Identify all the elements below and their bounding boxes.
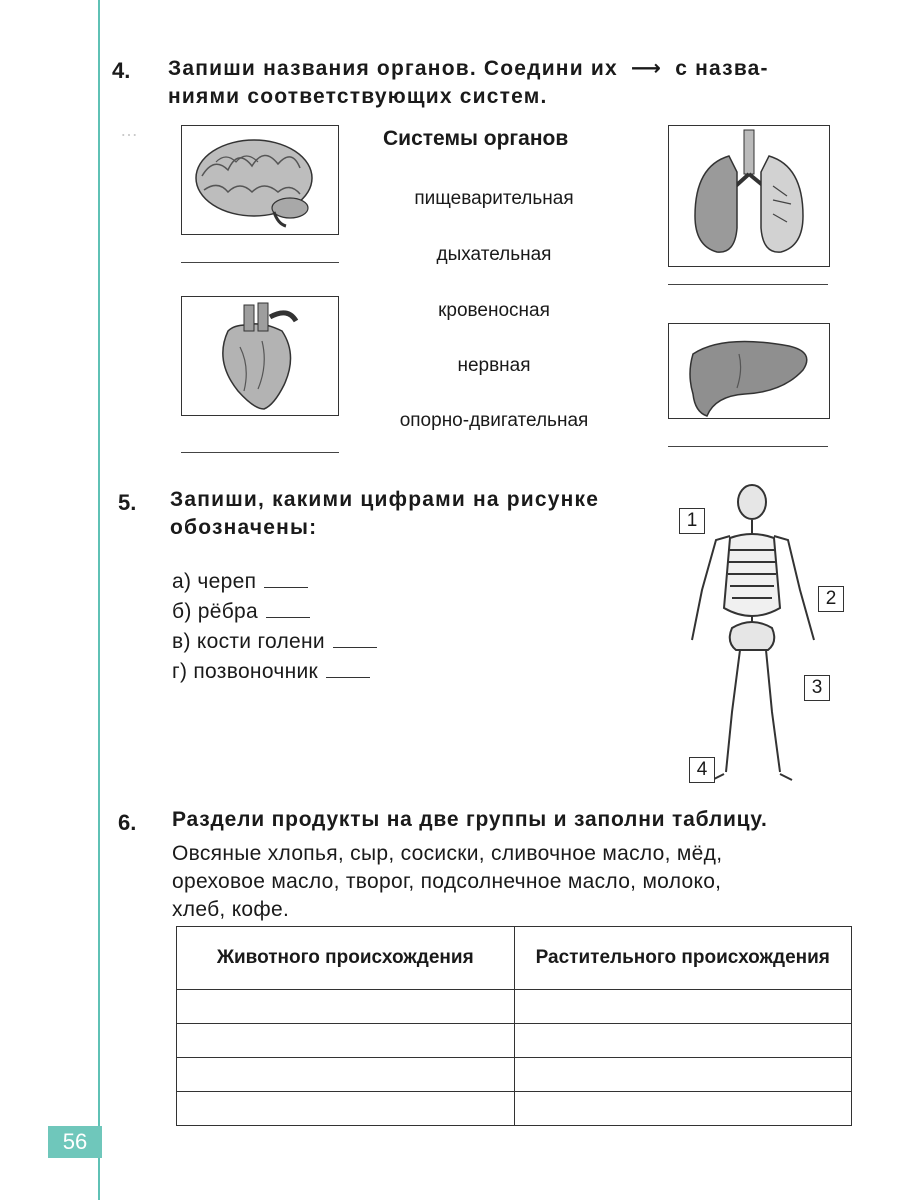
bleed-through-text: … — [120, 120, 138, 140]
margin-line — [98, 0, 100, 1200]
animal-cell[interactable] — [177, 1058, 515, 1092]
task4-number: 4. — [112, 58, 131, 83]
plant-cell[interactable] — [514, 1058, 852, 1092]
task6-instruction: Раздели продукты на две группы и заполни таблицу. — [172, 808, 768, 831]
task5-number: 5. — [118, 490, 137, 515]
animal-cell[interactable] — [177, 1024, 515, 1058]
skeleton-label-1: 1 — [679, 508, 705, 534]
table-row — [177, 990, 852, 1024]
brain-answer-line[interactable] — [181, 262, 339, 263]
system-musculoskeletal[interactable]: опорно-двигательная — [399, 410, 589, 431]
task5-item-spine: г) позвоночник — [172, 658, 370, 686]
heart-icon — [182, 297, 338, 415]
systems-title: Системы органов — [383, 127, 569, 150]
animal-cell[interactable] — [177, 1092, 515, 1126]
system-respiratory[interactable]: дыхательная — [436, 244, 552, 265]
system-circulatory[interactable]: кровеносная — [438, 300, 550, 321]
task5-instruction: Запиши, какими цифрами на рисунке обозначены: — [170, 488, 600, 539]
skull-answer-blank[interactable] — [264, 587, 308, 588]
liver-image-frame — [668, 323, 830, 419]
lungs-icon — [669, 126, 829, 266]
arrow-icon: ⟶ — [630, 57, 663, 80]
heart-image-frame — [181, 296, 339, 416]
skeleton-label-3: 3 — [804, 675, 830, 701]
task5-item-ribs: б) рёбра — [172, 598, 310, 626]
liver-answer-line[interactable] — [668, 446, 828, 447]
products-table — [176, 926, 852, 1126]
table-row — [177, 1058, 852, 1092]
plant-cell[interactable] — [514, 1024, 852, 1058]
plant-cell[interactable] — [514, 990, 852, 1024]
task6-number: 6. — [118, 810, 137, 835]
table-header-row — [177, 927, 852, 990]
task5-item-shin-bones: в) кости голени — [172, 628, 377, 656]
animal-cell[interactable] — [177, 990, 515, 1024]
table-row — [177, 1092, 852, 1126]
liver-icon — [669, 324, 829, 418]
system-digestive[interactable]: пищеварительная — [414, 188, 574, 209]
header-plant-origin: Растительного происхождения — [514, 927, 852, 990]
task5-item-skull: а) череп — [172, 568, 308, 596]
brain-icon — [182, 126, 338, 234]
table-row — [177, 1024, 852, 1058]
skeleton-label-2: 2 — [818, 586, 844, 612]
page-number: 56 — [48, 1126, 102, 1158]
ribs-answer-blank[interactable] — [266, 617, 310, 618]
heart-answer-line[interactable] — [181, 452, 339, 453]
plant-cell[interactable] — [514, 1092, 852, 1126]
task6-products-list: Овсяные хлопья, сыр, сосиски, сливочное масло, мёд, ореховое масло, творог, подсолнечное масло, молоко, хлеб, кофе. — [172, 842, 723, 921]
header-animal-origin: Животного происхождения — [177, 927, 515, 990]
system-nervous[interactable]: нервная — [457, 355, 531, 376]
lungs-image-frame — [668, 125, 830, 267]
skeleton-label-4: 4 — [689, 757, 715, 783]
brain-image-frame — [181, 125, 339, 235]
task4-instruction: Запиши названия органов. Соедини их ⟶ с назва- ниями соответствующих систем. — [168, 57, 769, 108]
spine-answer-blank[interactable] — [326, 677, 370, 678]
shin-answer-blank[interactable] — [333, 647, 377, 648]
lungs-answer-line[interactable] — [668, 284, 828, 285]
